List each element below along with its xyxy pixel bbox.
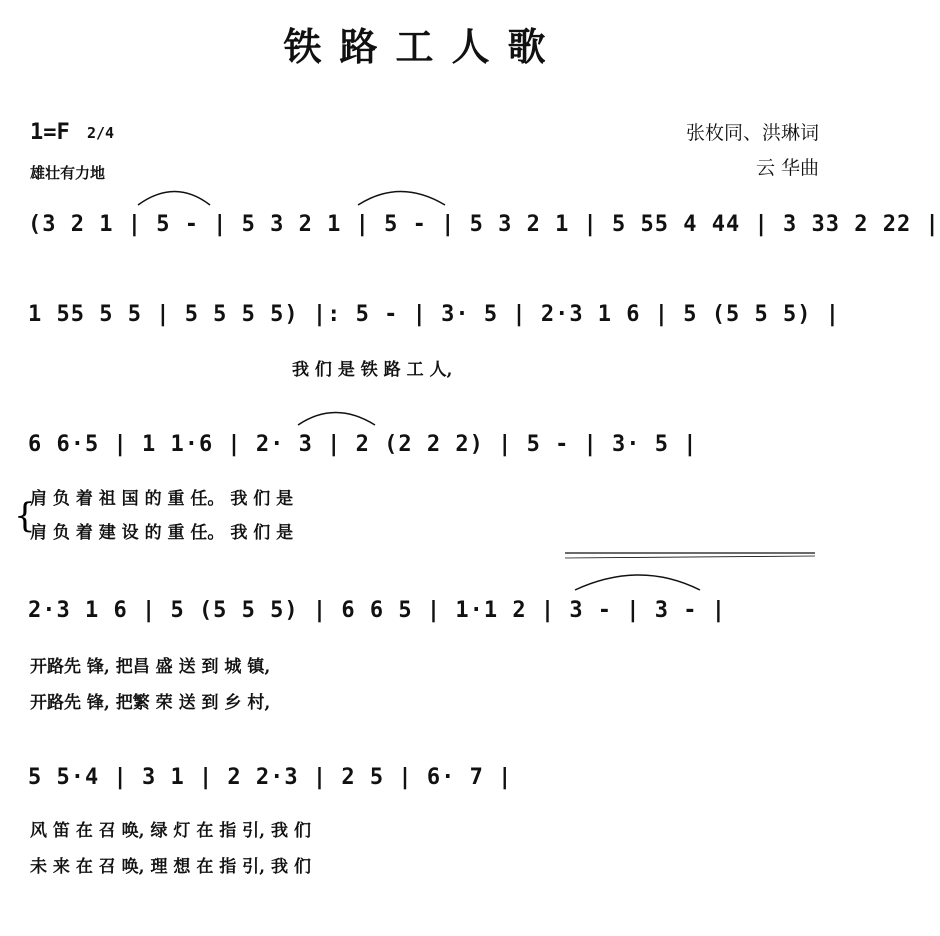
time-signature: 2/4 — [87, 124, 115, 142]
system-3-lyric-2: 肩 负 着 建 设 的 重 任。 我 们 是 — [30, 523, 294, 543]
system-3-notes: 6 6·5 | 1 1·6 | 2· 3 | 2 (2 2 2) | 5 - | 3· 5 | — [28, 432, 698, 457]
rule-line — [565, 556, 815, 558]
system-2-lyric-1: 我 们 是 铁 路 工 人, — [292, 360, 453, 380]
lyric-brace: { — [14, 496, 36, 536]
key-label: 1=F — [30, 120, 70, 145]
system-4-lyric-1: 开路先 锋, 把昌 盛 送 到 城 镇, — [30, 657, 271, 677]
system-2-notes: 1 55 5 5 | 5 5 5 5) |: 5 - | 3· 5 | 2·3 1 6 | 5 (5 5 5) | — [28, 302, 840, 327]
song-title: 铁路工人歌 — [283, 24, 564, 69]
system-4-lyric-2: 开路先 锋, 把繁 荣 送 到 乡 村, — [30, 693, 271, 713]
system-1-notes: (3 2 1 | 5 - | 5 3 2 1 | 5 - | 5 3 2 1 | 5 55 4 44 | 3 33 2 22 | — [28, 212, 940, 237]
lyricist-credit: 张枚同、洪琳词 — [685, 122, 819, 144]
slur — [575, 575, 700, 590]
system-5-lyric-1: 风 笛 在 召 唤, 绿 灯 在 指 引, 我 们 — [30, 821, 311, 841]
slur — [138, 192, 210, 206]
slur — [358, 192, 445, 206]
system-4-notes: 2·3 1 6 | 5 (5 5 5) | 6 6 5 | 1·1 2 | 3 - | 3 - | — [28, 598, 727, 623]
composer-credit: 云 华曲 — [755, 157, 819, 179]
slur — [298, 413, 375, 426]
system-5-notes: 5 5·4 | 3 1 | 2 2·3 | 2 5 | 6· 7 | — [28, 765, 513, 790]
tempo-marking: 雄壮有力地 — [30, 164, 106, 182]
system-3-lyric-1: 肩 负 着 祖 国 的 重 任。 我 们 是 — [30, 489, 294, 509]
system-5-lyric-2: 未 来 在 召 唤, 理 想 在 指 引, 我 们 — [30, 857, 311, 877]
